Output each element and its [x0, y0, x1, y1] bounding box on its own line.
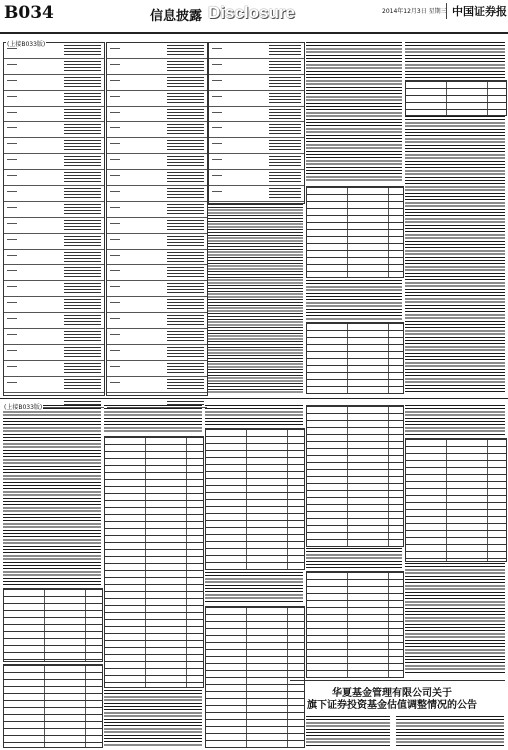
newspaper-logo: 中国证券报: [446, 3, 507, 19]
announcement-body: [306, 716, 390, 746]
data-table: [3, 664, 103, 748]
half-divider: [0, 398, 508, 399]
text-column: [205, 405, 303, 425]
text-column: [208, 204, 303, 394]
fund-announcement: [292, 688, 492, 712]
text-column: [3, 405, 101, 585]
data-table: [3, 588, 103, 662]
announcement-title-line1: 华夏基金管理有限公司关于: [332, 688, 452, 699]
data-table: [405, 80, 507, 116]
text-column: [405, 116, 505, 392]
data-table: [306, 571, 404, 678]
data-table: [306, 186, 404, 278]
text-column: [405, 42, 505, 78]
page-header: [0, 0, 508, 34]
data-table: [205, 606, 305, 748]
text-column: [306, 42, 402, 182]
section-title-en: Disclosure: [208, 3, 295, 22]
announcement-border: [290, 680, 505, 681]
announcement-title-line2: 旗下证券投资基金估值调整情况的公告: [307, 700, 477, 711]
data-table: [405, 438, 507, 562]
text-column: [306, 280, 402, 320]
agency-table-right: [208, 42, 305, 204]
issue-date: 2014年12月3日 星期三: [382, 8, 447, 15]
text-column: [205, 572, 303, 602]
data-table: [306, 405, 404, 547]
text-column: [405, 563, 505, 675]
agency-table-left: [3, 42, 105, 396]
text-column: [104, 405, 202, 433]
continued-label: (上接B033版): [7, 41, 46, 48]
text-column: [405, 405, 505, 435]
text-column: [104, 690, 202, 746]
data-table: [205, 428, 305, 570]
data-table: [306, 322, 404, 394]
page-number: B034: [4, 3, 54, 23]
agency-table-middle: [106, 42, 208, 396]
announcement-body: [396, 716, 504, 746]
data-table: [104, 436, 204, 688]
continued-label: (上接B033版): [4, 404, 43, 411]
text-column: [306, 548, 402, 568]
section-title: 信息披露: [150, 9, 203, 24]
